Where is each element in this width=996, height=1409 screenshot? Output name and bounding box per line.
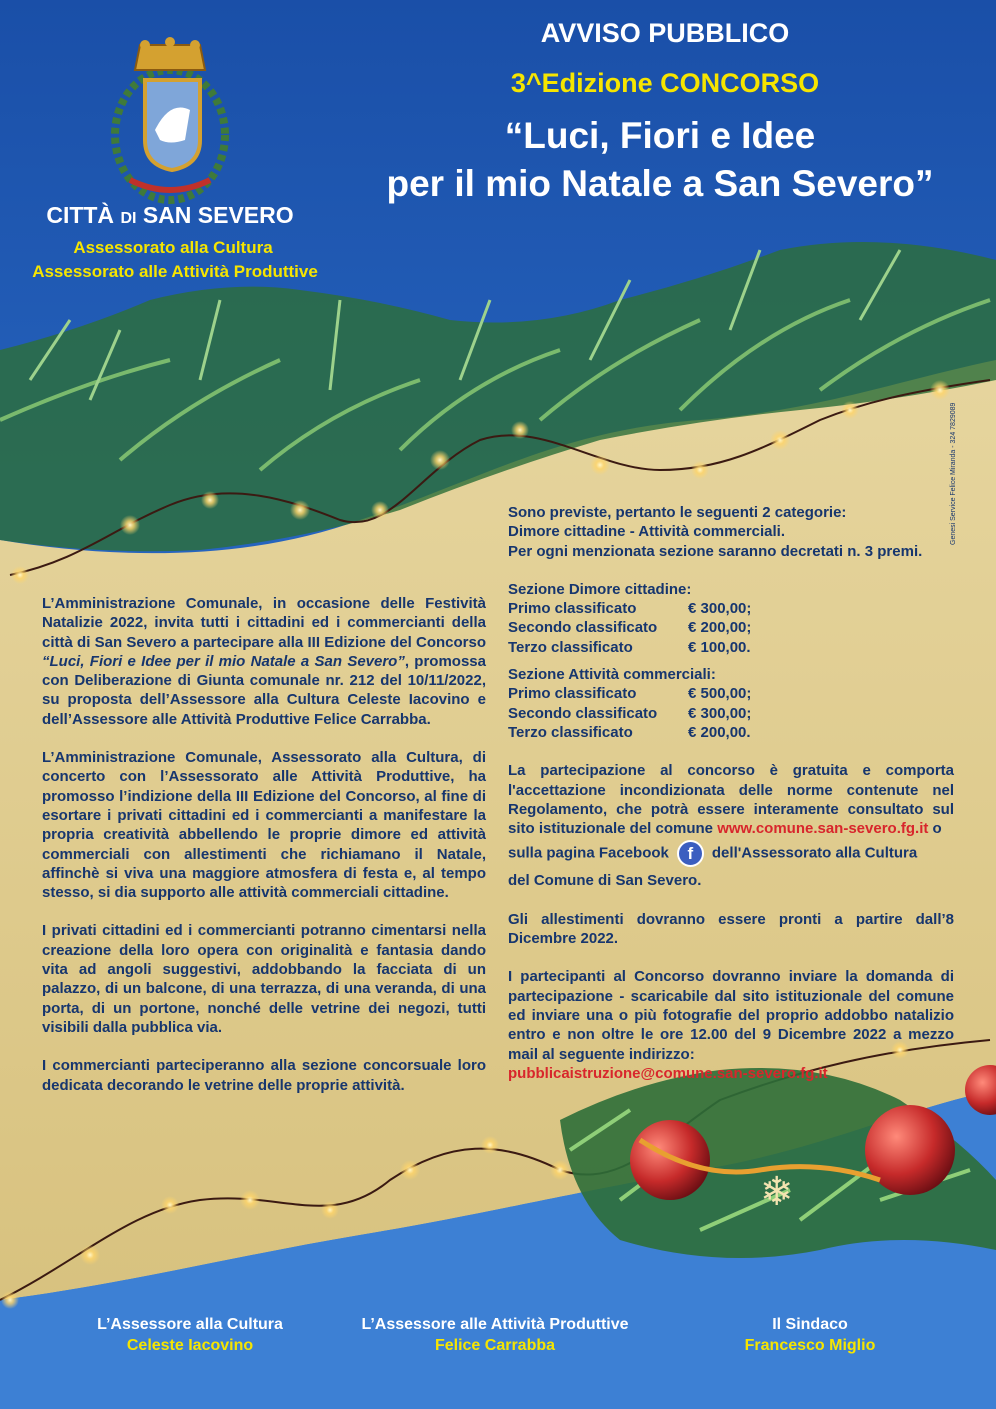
prize-row: Secondo classificato € 300,00;	[508, 704, 752, 722]
paragraph-1: L’Amministrazione Comunale, in occasione delle Festività Natalizie 2022, invita tutti i cittadini ed i commercianti della città di San Severo a partecipare alla III Edizione del Concorso “Luci, Fiori e Idee per il mio Natale a San Severo”, promossa con Deliberazione di Giunta comunale nr. 212 del 10/11/2022, su proposta dell’Assessore alla Cultura Celeste Iacovino e dell’Assessore alle Attività Produttive Felice Carrabba.	[42, 595, 486, 728]
prize-row: Terzo classificato € 200,00.	[508, 723, 751, 741]
ready-date-text: Gli allestimenti dovranno essere pronti a partire dall’8 Dicembre 2022.	[508, 910, 954, 948]
signature-productive: L’Assessore alle Attività Produttive Felice Carrabba	[361, 1316, 629, 1354]
svg-text:❄: ❄	[760, 1169, 794, 1215]
facebook-icon[interactable]: f	[677, 840, 704, 867]
prizes-note: Per ogni menzionata sezione saranno decretati n. 3 premi.	[508, 542, 923, 560]
prize-row: Primo classificato € 300,00;	[508, 600, 752, 618]
city-name: CITTÀ DI SAN SEVERO	[46, 202, 294, 228]
email-link[interactable]: pubblicaistruzione@comune.san-severo.fg.it	[508, 1064, 828, 1082]
signature-culture: L’Assessore alla Cultura Celeste Iacovino	[97, 1316, 283, 1354]
paragraph-4: I commercianti parteciperanno alla sezione concorsuale loro dedicata decorando le vetrine delle proprie attività.	[42, 1057, 486, 1094]
edition-heading: 3^Edizione CONCORSO	[510, 68, 820, 98]
signature-mayor: Il Sindaco Francesco Miglio	[744, 1316, 876, 1354]
paragraph-2: L’Amministrazione Comunale, Assessorato alla Cultura, di concerto con l’Assessorato alle Attività Produttive, ha promosso l’indizione della III Edizione del Concorso, al fine di esortare i privati cittadini ed i commercianti a manifestare la propria creatività abbellendo le proprie dimore ed attività commerciali con allestimenti che richiamano il Natale, affinchè si viva una maggiore atmosfera di festa e, al tempo stesso, si dia supporto alle attività commerciali cittadine.	[42, 749, 486, 902]
prize-row: Terzo classificato € 100,00.	[508, 638, 751, 656]
prize-row: Primo classificato € 500,00;	[508, 685, 752, 703]
department-culture: Assessorato alla Cultura	[73, 238, 273, 257]
municipality-line: del Comune di San Severo.	[508, 872, 702, 890]
department-productive: Assessorato alle Attività Produttive	[32, 262, 318, 281]
website-link[interactable]: www.comune.san-severo.fg.it	[717, 820, 929, 838]
left-column	[42, 594, 486, 1114]
submission-text: I partecipanti al Concorso dovranno inviare la domanda di partecipazione - scaricabile dal sito istituzionale del comune ed inviare una o più fotografie del proprio addobbo natalizio entro e non oltre le ore 12.00 del 9 Dicembre 2022 a mezzo mail al seguente indirizzo:	[508, 968, 954, 1063]
side-credit: Genesi Service Felice Miranda - 324 7829089	[950, 402, 957, 545]
participation-text: La partecipazione al concorso è gratuita e comporta l'accettazione incondizionata delle norme contenute nel Regolamento, che potrà essere interamente consultato sul sito istituzionale del comune www.comune.san-severo.fg.it o	[508, 762, 954, 838]
categories-intro: Sono previste, pertanto le seguenti 2 categorie:	[508, 504, 847, 521]
categories-list: Dimore cittadine - Attività commerciali.	[508, 523, 786, 541]
right-column	[508, 503, 954, 1083]
section-shops-title: Sezione Attività commerciali:	[508, 666, 716, 684]
paragraph-3: I privati cittadini ed i commercianti potranno cimentarsi nella creazione della loro opera con originalità e fantasia dando vita ad angoli suggestivi, addobbando la facciata di un palazzo, di un balcone, di una terrazza, di una veranda, di una porta, di un portone, nonché delle vetrine dei negozi, tutti visibili dalla pubblica via.	[42, 922, 486, 1036]
section-homes-title: Sezione Dimore cittadine:	[508, 580, 692, 598]
title-line-2: per il mio Natale a San Severo”	[386, 163, 934, 205]
notice-heading: AVVISO PUBBLICO	[540, 18, 790, 48]
contest-title	[330, 112, 990, 208]
facebook-line: sulla pagina Facebook f dell'Assessorato alla Cultura	[508, 840, 954, 867]
title-line-1: “Luci, Fiori e Idee	[504, 115, 816, 156]
prize-row: Secondo classificato € 200,00;	[508, 619, 752, 637]
